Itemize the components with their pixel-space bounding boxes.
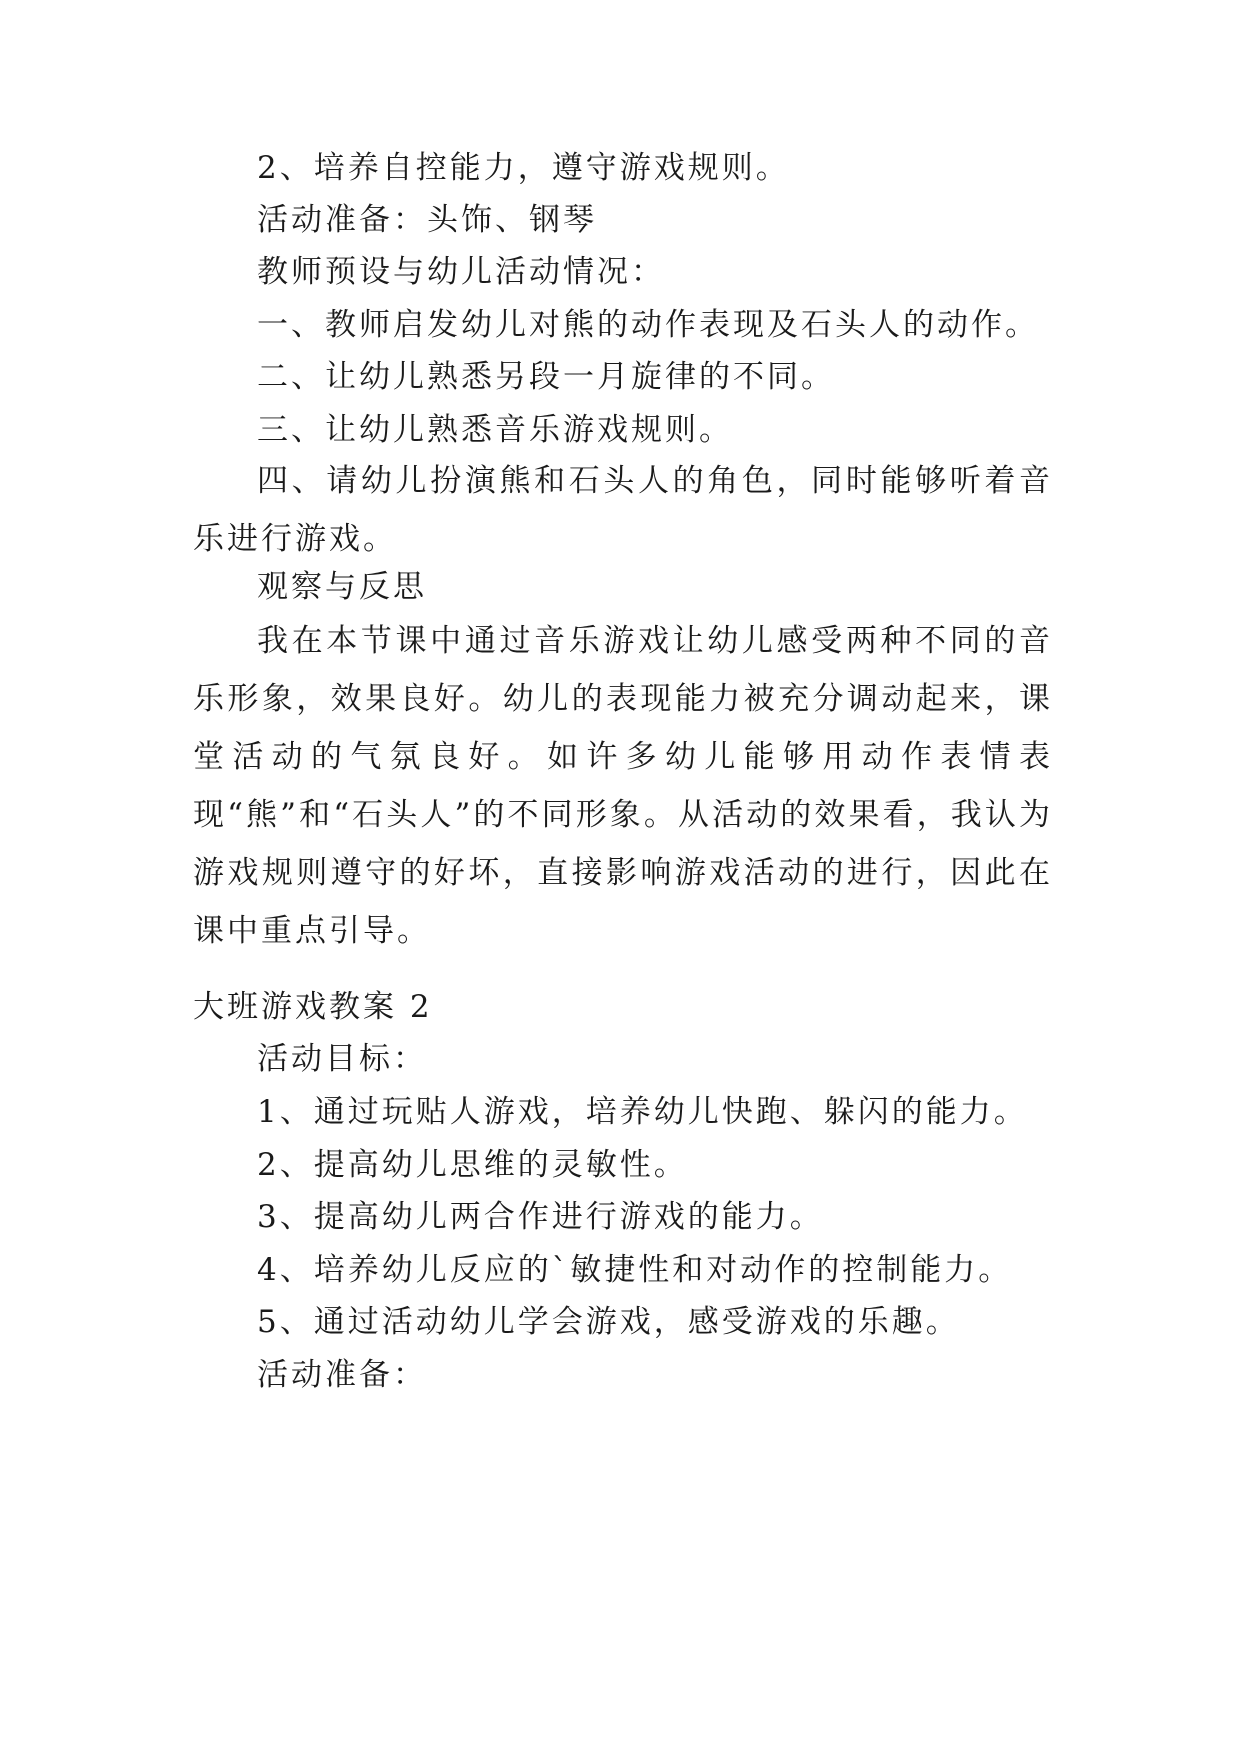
teacher-plan-heading: 教师预设与幼儿活动情况： — [257, 254, 665, 290]
goal-list-item: 5、通过活动幼儿学会游戏，感受游戏的乐趣。 — [257, 1304, 960, 1340]
preparation-heading: 活动准备： — [257, 1357, 427, 1393]
goal-list-item: 4、培养幼儿反应的`敏捷性和对动作的控制能力。 — [257, 1252, 1013, 1288]
goal-list-item: 2、提高幼儿思维的灵敏性。 — [257, 1147, 688, 1183]
step-4: 四、请幼儿扮演熊和石头人的角色，同时能够听着音乐进行游戏。 — [193, 463, 1053, 557]
goal-list-item: 1、通过玩贴人游戏，培养幼儿快跑、躲闪的能力。 — [257, 1094, 1028, 1130]
goal-list-item: 3、提高幼儿两合作进行游戏的能力。 — [257, 1199, 824, 1235]
reflection-heading: 观察与反思 — [257, 569, 427, 605]
goals-heading: 活动目标： — [257, 1041, 427, 1077]
step-3: 三、让幼儿熟悉音乐游戏规则。 — [257, 412, 733, 448]
step-2: 二、让幼儿熟悉另段一月旋律的不同。 — [257, 359, 835, 395]
goal-item-2: 2、培养自控能力，遵守游戏规则。 — [257, 150, 790, 186]
step-1: 一、教师启发幼儿对熊的动作表现及石头人的动作。 — [257, 307, 1039, 343]
activity-preparation: 活动准备：头饰、钢琴 — [257, 202, 597, 238]
reflection-paragraph: 我在本节课中通过音乐游戏让幼儿感受两种不同的音乐形象，效果良好。幼儿的表现能力被充分调动起来，课堂活动的气氛良好。如许多幼儿能够用动作表情表现“熊”和“石头人”的不同形象。从活动的效果看，我认为游戏规则遵守的好坏，直接影响游戏活动的进行，因此在课中重点引导。 — [193, 623, 1053, 949]
lesson-title: 大班游戏教案 2 — [193, 989, 433, 1025]
